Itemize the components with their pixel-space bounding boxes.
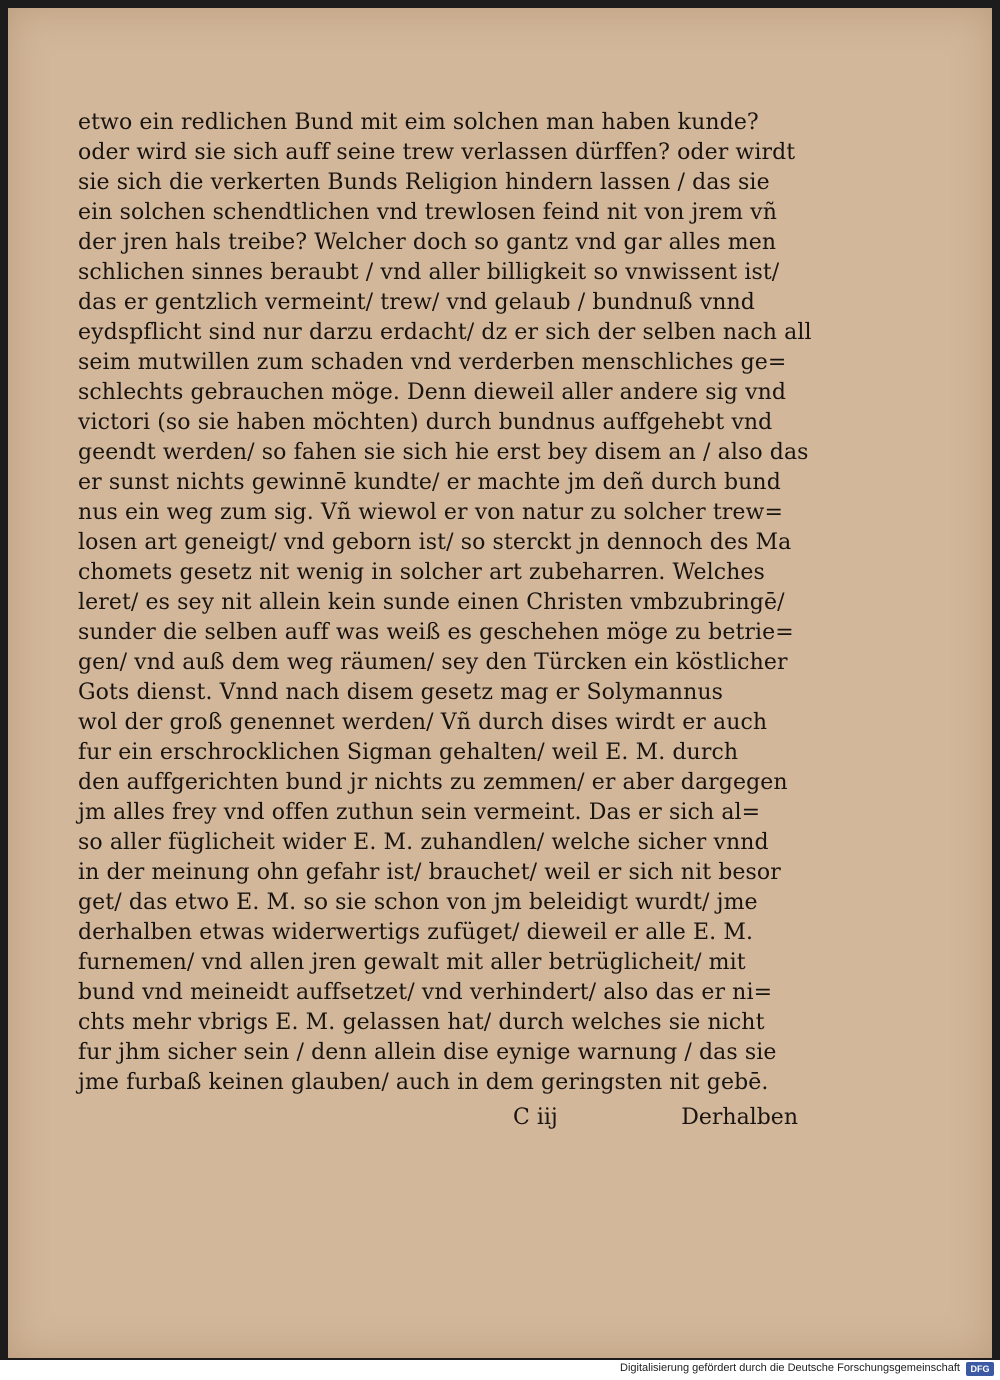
text-line: der jren hals treibe? Welcher doch so gantz vnd gar alles men <box>78 230 777 255</box>
text-line: fur jhm sicher sein / denn allein dise eynige warnung / das sie <box>78 1040 777 1065</box>
funding-credit: Digitalisierung gefördert durch die Deutsche Forschungsgemeinschaft <box>620 1362 960 1374</box>
text-line: chomets gesetz nit wenig in solcher art zubeharren. Welches <box>78 560 765 585</box>
text-line: seim mutwillen zum schaden vnd verderben menschliches ge= <box>78 350 787 375</box>
text-line: sie sich die verkerten Bunds Religion hindern lassen / das sie <box>78 170 770 195</box>
text-line: bund vnd meineidt auffsetzet/ vnd verhindert/ also das er ni= <box>78 980 773 1005</box>
text-line: so aller füglicheit wider E. M. zuhandlen/ welche sicher vnnd <box>78 830 769 855</box>
text-line: schlechts gebrauchen möge. Denn dieweil aller andere sig vnd <box>78 380 787 405</box>
text-line: das er gentzlich vermeint/ trew/ vnd gelaub / bundnuß vnnd <box>78 290 755 315</box>
signature-mark: C iij <box>513 1105 558 1130</box>
text-line: losen art geneigt/ vnd geborn ist/ so sterckt jn dennoch des Ma <box>78 530 792 555</box>
text-line: etwo ein redlichen Bund mit eim solchen man haben kunde? <box>78 110 759 135</box>
text-line: in der meinung ohn gefahr ist/ brauchet/ weil er sich nit besor <box>78 860 781 885</box>
text-line: chts mehr vbrigs E. M. gelassen hat/ durch welches sie nicht <box>78 1010 765 1035</box>
text-line: ein solchen schendtlichen vnd trewlosen feind nit von jrem vñ <box>78 200 777 225</box>
text-line: leret/ es sey nit allein kein sunde einen Christen vmbzubringē/ <box>78 590 785 615</box>
body-text <box>78 108 812 1098</box>
text-line: sunder die selben auff was weiß es geschehen möge zu betrie= <box>78 620 794 645</box>
text-line: eydspflicht sind nur darzu erdacht/ dz er sich der selben nach all <box>78 320 812 345</box>
text-line: den auffgerichten bund jr nichts zu zemmen/ er aber dargegen <box>78 770 788 795</box>
text-line: jm alles frey vnd offen zuthun sein vermeint. Das er sich al= <box>78 800 761 825</box>
text-line: schlichen sinnes beraubt / vnd aller billigkeit so vnwissent ist/ <box>78 260 780 285</box>
credit-bar <box>0 1360 1000 1380</box>
text-line: fur ein erschrocklichen Sigman gehalten/ weil E. M. durch <box>78 740 739 765</box>
document-page <box>8 8 992 1358</box>
text-line: jme furbaß keinen glauben/ auch in dem geringsten nit gebē. <box>78 1070 769 1095</box>
text-line: get/ das etwo E. M. so sie schon von jm beleidigt wurdt/ jme <box>78 890 758 915</box>
page-footer-line <box>78 1103 798 1133</box>
dfg-logo: DFG <box>966 1362 994 1376</box>
text-line: derhalben etwas widerwertigs zufüget/ dieweil er alle E. M. <box>78 920 754 945</box>
text-line: nus ein weg zum sig. Vñ wiewol er von natur zu solcher trew= <box>78 500 783 525</box>
text-line: geendt werden/ so fahen sie sich hie erst bey disem an / also das <box>78 440 809 465</box>
text-line: furnemen/ vnd allen jren gewalt mit aller betrüglicheit/ mit <box>78 950 746 975</box>
text-line: wol der groß genennet werden/ Vñ durch dises wirdt er auch <box>78 710 768 735</box>
text-line: gen/ vnd auß dem weg räumen/ sey den Türcken ein köstlicher <box>78 650 788 675</box>
text-line: er sunst nichts gewinnē kundte/ er machte jm deñ durch bund <box>78 470 781 495</box>
text-line: victori (so sie haben möchten) durch bundnus auffgehebt vnd <box>78 410 773 435</box>
text-line: oder wird sie sich auff seine trew verlassen dürffen? oder wirdt <box>78 140 796 165</box>
text-line: Gots dienst. Vnnd nach disem gesetz mag er Solymannus <box>78 680 723 705</box>
catchword: Derhalben <box>681 1105 798 1130</box>
